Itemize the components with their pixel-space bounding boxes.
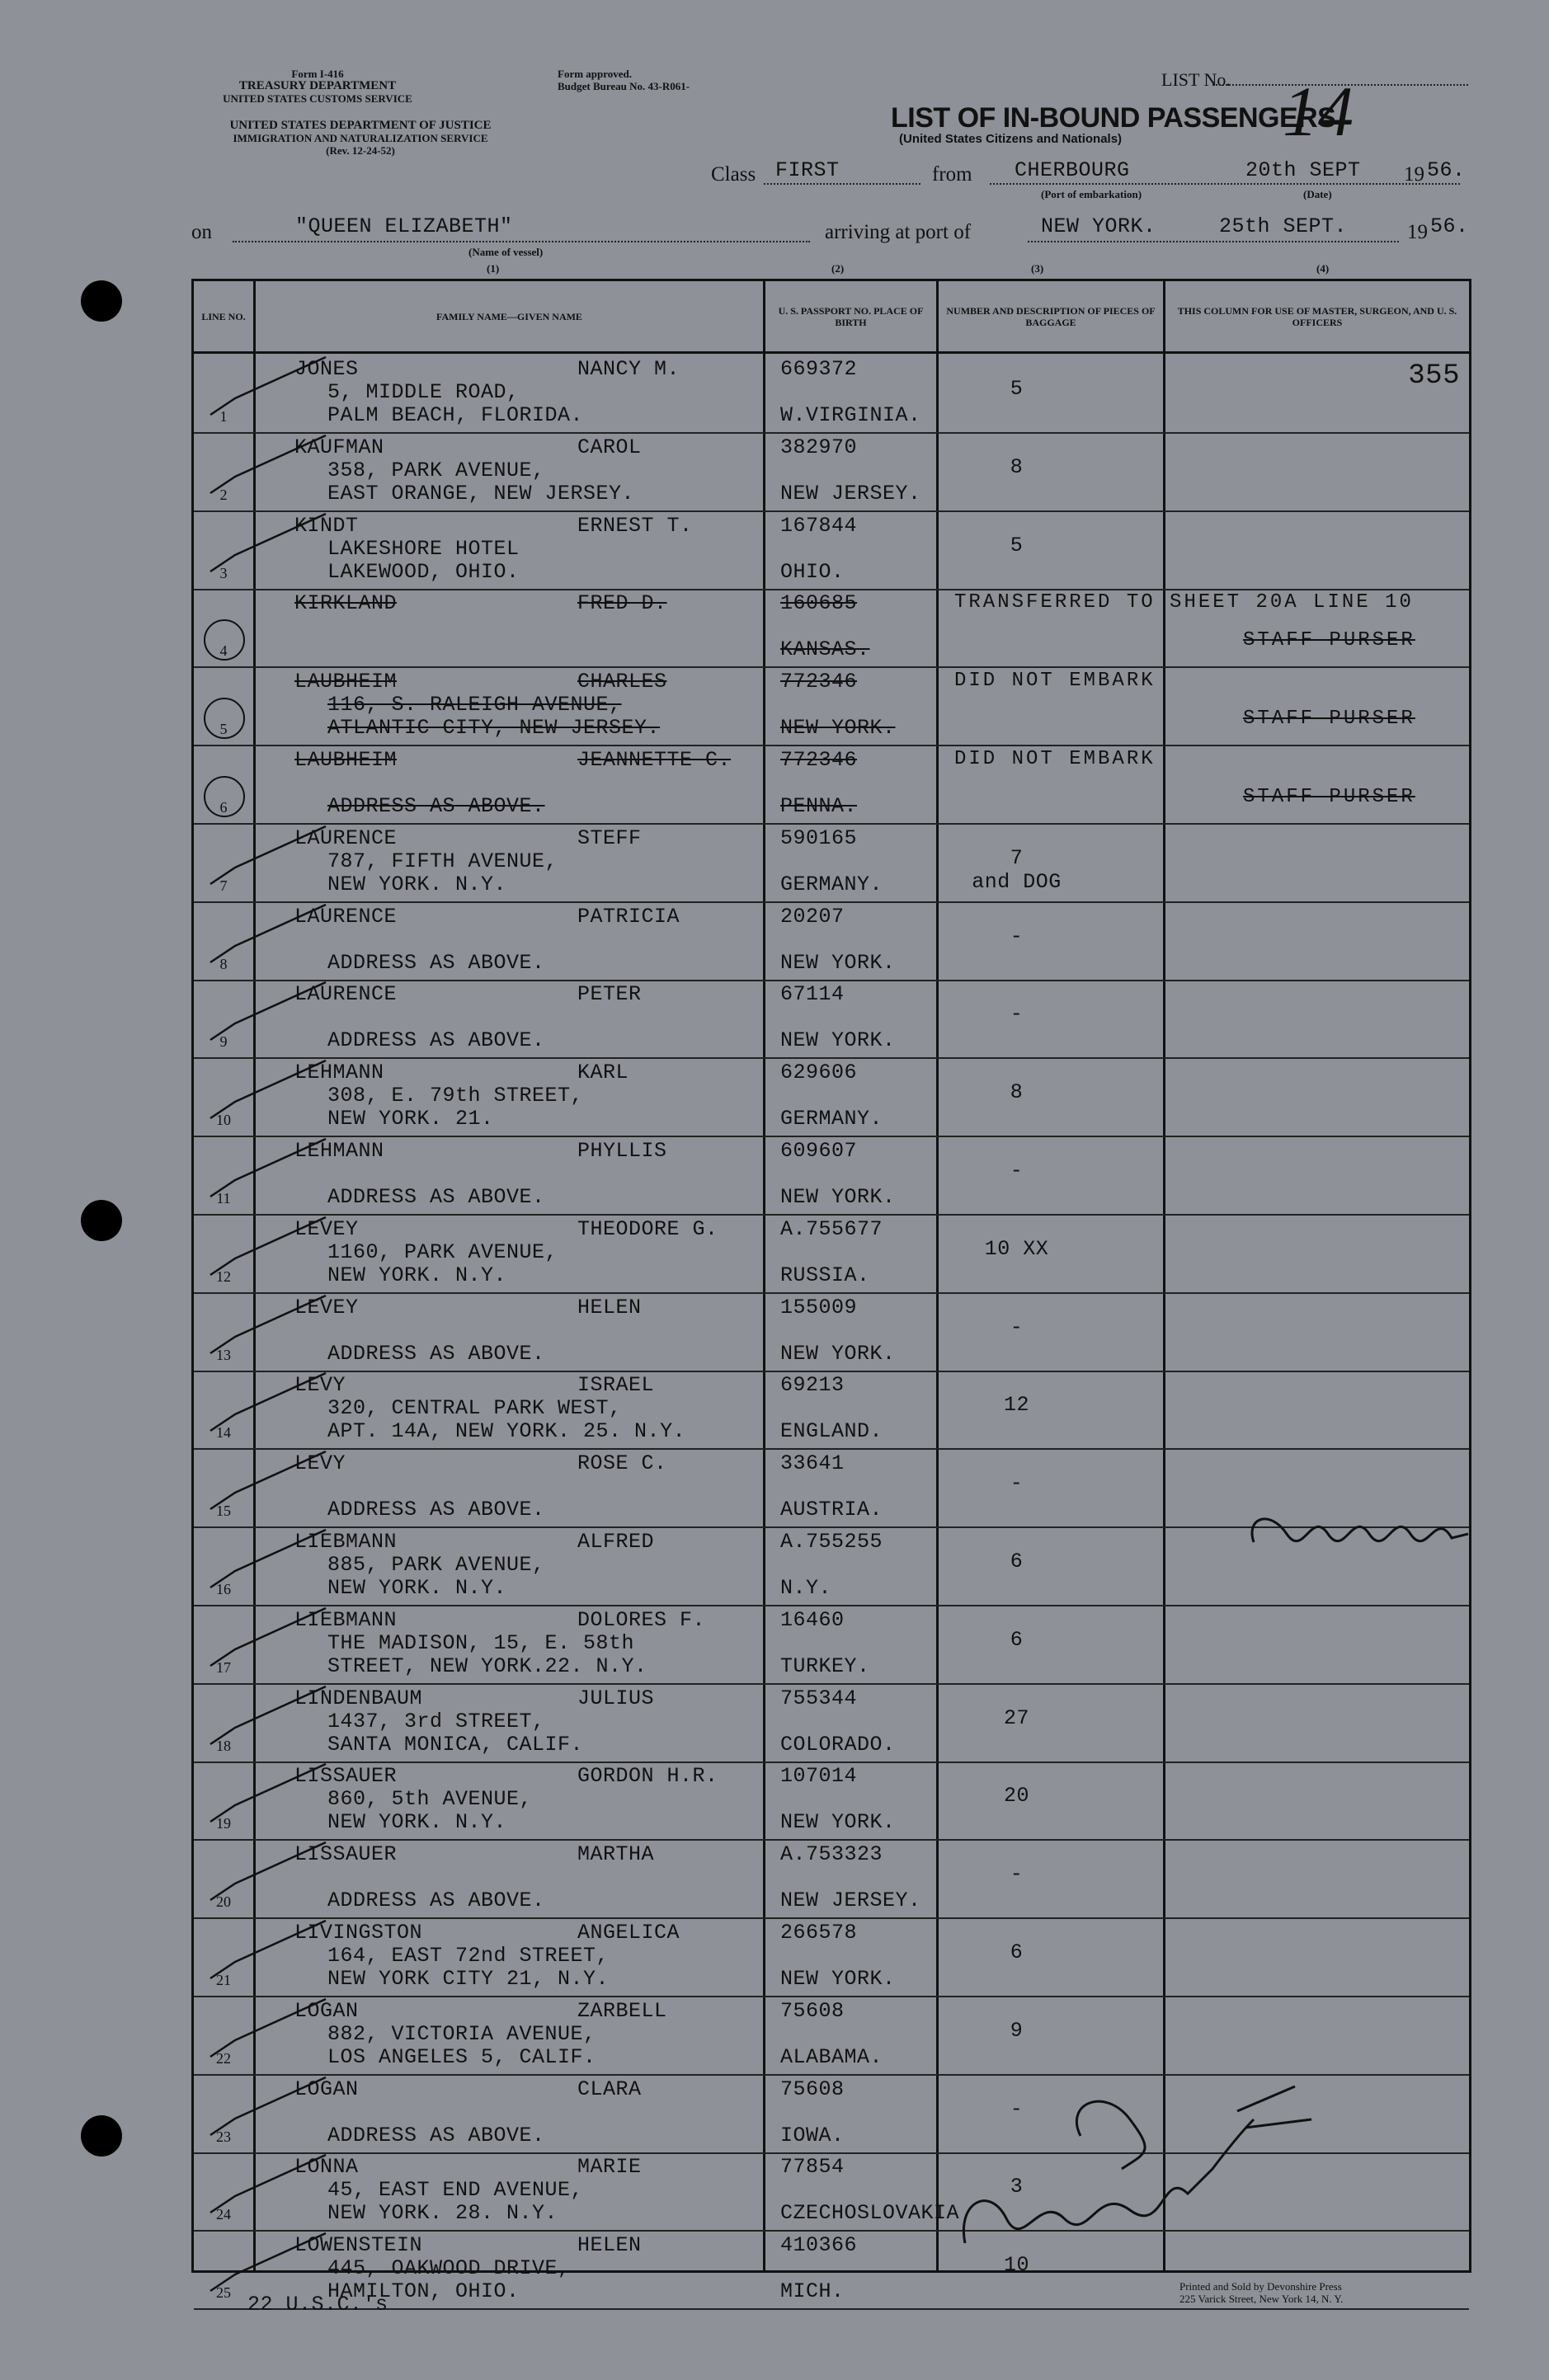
table-row [194,588,1469,668]
line-number: 16 [216,1581,231,1597]
address-line-1: 45, EAST END AVENUE, [327,2178,584,2203]
address-line-1: 5, MIDDLE ROAD, [327,380,520,404]
passport-number: 77854 [780,2155,845,2180]
address-line-2: EAST ORANGE, NEW JERSEY. [327,481,635,506]
given-name: PHYLLIS [577,1139,667,1163]
family-name: LISSAUER [294,1764,398,1789]
family-name: LISSAUER [294,1842,398,1867]
check-mark-icon [202,2147,334,2221]
printer-line-1: Printed and Sold by Devonshire Press [1179,2280,1342,2293]
given-name: DOLORES F. [577,1607,706,1632]
check-mark-icon [202,427,334,501]
check-mark-icon [202,2225,334,2299]
table-row [194,1136,1469,1216]
passport-number: 16460 [780,1607,845,1632]
class-value: FIRST [775,158,840,182]
line-number: 20 [216,1893,231,1911]
family-name: LEVEY [294,1295,359,1319]
table-row [194,354,1469,434]
place-of-birth: NEW YORK. [780,950,896,975]
given-name: CAROL [577,435,642,459]
check-mark-icon [202,1131,334,1205]
passport-number: 382970 [780,435,858,459]
printer-block [1179,2280,1343,2305]
handwritten-mark [1237,1501,1485,1567]
given-name: THEODORE G. [577,1216,718,1241]
check-mark-icon [202,506,334,580]
baggage-count: - [1010,1002,1024,1027]
place-of-birth: W.VIRGINIA. [780,403,921,427]
address-line-1: 1160, PARK AVENUE, [327,1239,558,1264]
address-line-1: 882, VICTORIA AVENUE, [327,2021,596,2046]
table-row [194,1057,1469,1137]
form-block [202,68,433,105]
line-number: 8 [219,955,228,972]
address-line-2: NEW YORK. 21. [327,1107,494,1131]
family-name: KIRKLAND [294,591,398,616]
customs-service: UNITED STATES CUSTOMS SERVICE [223,92,412,105]
header-name: FAMILY NAME—GIVEN NAME [436,310,582,322]
baggage-count: 10 [1003,2253,1029,2278]
place-of-birth: PENNA. [780,794,858,818]
given-name: CLARA [577,2077,642,2101]
embark-date: 20th SEPT [1245,158,1361,182]
passport-number: 669372 [780,357,858,381]
officer-note: 355 [1408,360,1460,392]
check-mark-icon [202,818,334,892]
check-mark-icon [202,1756,334,1830]
table-row [194,979,1469,1059]
header-line-no: LINE NO. [201,310,246,322]
given-name: ISRAEL [577,1373,655,1398]
family-name: KAUFMAN [294,435,384,459]
table-row [194,1292,1469,1372]
baggage-count: - [1010,1315,1024,1339]
port-caption: (Port of embarkation) [1041,188,1142,200]
passport-number: 20207 [780,904,845,929]
passport-number: A.755677 [780,1216,883,1241]
given-name: PATRICIA [577,904,680,929]
punch-hole [81,1200,122,1241]
passport-number: 167844 [780,513,858,538]
address-line-1: 885, PARK AVENUE, [327,1553,545,1577]
given-name: GORDON H.R. [577,1764,718,1789]
family-name: LOGAN [294,1998,359,2023]
given-name: CHARLES [577,670,667,694]
arrival-year: 56. [1430,214,1469,238]
baggage-count: 10 XX [984,1236,1049,1261]
line-number: 1 [219,408,228,425]
address-line-2: PALM BEACH, FLORIDA. [327,403,584,427]
family-name: KINDT [294,513,359,538]
transfer-remark: DID NOT EMBARK [954,748,1156,770]
baggage-count: 8 [1010,1080,1024,1105]
address-line-1: 358, PARK AVENUE, [327,458,545,482]
treasury-dept: TREASURY DEPARTMENT [238,79,397,92]
given-name: KARL [577,1061,629,1085]
passport-number: 107014 [780,1764,858,1789]
check-mark-icon [202,1287,334,1362]
table-row [194,1605,1469,1685]
header-passport: U. S. PASSPORT NO. PLACE OF BIRTH [778,304,924,328]
place-of-birth: RUSSIA. [780,1263,870,1287]
table-row [194,1761,1469,1841]
from-label: from [932,163,972,186]
given-name: STEFF [577,825,642,850]
address-line-2: ADDRESS AS ABOVE. [327,1028,545,1053]
baggage-count: 6 [1010,1627,1024,1652]
family-name: LEVY [294,1373,346,1398]
address-line-1: 445, OAKWOOD DRIVE, [327,2256,571,2281]
place-of-birth: NEW JERSEY. [780,481,921,506]
check-mark-icon [202,1443,334,1517]
line-number: 25 [216,2284,231,2302]
line-number: 22 [216,2049,231,2067]
arrival-port: NEW YORK. [1041,214,1156,238]
baggage-count: - [1010,1471,1024,1496]
table-row [194,1996,1469,2076]
place-of-birth: IOWA. [780,2123,845,2147]
family-name: LAURENCE [294,825,398,850]
address-line-1: 1437, 3rd STREET, [327,1709,545,1733]
vessel-name: "QUEEN ELIZABETH" [295,214,513,238]
place-of-birth: N.Y. [780,1576,832,1600]
table-row [194,510,1469,590]
baggage-count: 20 [1003,1784,1029,1809]
family-name: LEVEY [294,1216,359,1241]
family-name: LIVINGSTON [294,1921,423,1945]
address-line-1: 320, CENTRAL PARK WEST, [327,1396,622,1421]
line-circle-mark [204,698,245,739]
table-row [194,745,1469,825]
form-number: Form I-416 [291,68,344,80]
approval-block [558,68,690,92]
staff-purser-note: STAFF PURSER [1243,708,1415,731]
given-name: NANCY M. [577,357,680,381]
family-name: LEVY [294,1451,346,1476]
line-number: 5 [219,721,228,738]
check-mark-icon [202,1678,334,1752]
place-of-birth: NEW JERSEY. [780,1888,921,1913]
place-of-birth: TURKEY. [780,1653,870,1678]
line-number: 14 [216,1424,231,1442]
passport-number: 69213 [780,1373,845,1398]
budget-bureau: Budget Bureau No. 43-R061- [558,80,690,92]
line-number: 11 [216,1190,231,1206]
passport-number: 590165 [780,825,858,850]
transfer-remark: DID NOT EMBARK [954,670,1156,693]
passport-number: 75608 [780,2077,845,2101]
address-line-1: 164, EAST 72nd STREET, [327,1944,610,1968]
check-mark-icon [202,1209,334,1283]
line-circle-mark [204,776,245,817]
address-line-2: NEW YORK. 28. N.Y. [327,2201,558,2226]
place-of-birth: NEW YORK. [780,1810,896,1835]
line-number: 13 [216,1346,231,1363]
line-number: 6 [219,799,228,816]
table-row [194,1370,1469,1450]
address-line-2: ADDRESS AS ABOVE. [327,794,545,818]
line-number: 18 [216,1737,231,1754]
baggage-count: 12 [1003,1393,1029,1418]
baggage-count: 6 [1010,1940,1024,1964]
printer-line-2: 225 Varick Street, New York 14, N. Y. [1179,2293,1344,2305]
on-label: on [191,221,212,243]
punch-hole [81,2115,122,2157]
check-mark-icon [202,1834,334,1908]
transfer-remark: TRANSFERRED TO SHEET 20A LINE 10 [954,591,1414,614]
year-prefix: 19 [1404,163,1424,186]
family-name: LAURENCE [294,904,398,929]
given-name: ERNEST T. [577,513,693,538]
address-line-2: NEW YORK. N.Y. [327,872,507,896]
vessel-line [233,241,810,242]
document-title: LIST OF IN-BOUND PASSENGERS [891,102,1336,134]
passport-number: 609607 [780,1139,858,1163]
given-name: ALFRED [577,1530,655,1554]
line-number: 23 [216,2128,231,2145]
passport-number: A.753323 [780,1842,883,1867]
family-name: LAUBHEIM [294,748,398,772]
footer-note: 22 U.S.C.'s [247,2293,388,2317]
given-name: HELEN [577,2233,642,2258]
staff-purser-note: STAFF PURSER [1243,629,1415,652]
place-of-birth: COLORADO. [780,1732,896,1757]
address-line-2: NEW YORK. N.Y. [327,1810,507,1835]
passport-number: 160685 [780,591,858,616]
line-number: 24 [216,2206,231,2223]
class-line [764,183,920,185]
table-row [194,1683,1469,1763]
handwritten-signature [940,2070,1336,2268]
baggage-count: 3 [1010,2175,1024,2199]
passport-number: 410366 [780,2233,858,2258]
address-line-2: ADDRESS AS ABOVE. [327,1888,545,1913]
line-number: 3 [219,564,228,581]
check-mark-icon [202,1052,334,1127]
arrival-date: 25th SEPT. [1219,214,1348,238]
line-number: 12 [216,1268,231,1285]
check-mark-icon [202,1912,334,1987]
passport-number: 266578 [780,1921,858,1945]
address-line-1: LAKESHORE HOTEL [327,536,520,561]
given-name: ROSE C. [577,1451,667,1476]
place-of-birth: NEW YORK. [780,1967,896,1991]
check-mark-icon [202,349,334,423]
line-number: 7 [219,877,228,894]
baggage-count: 8 [1010,454,1024,479]
place-of-birth: CZECHOSLOVAKIA [780,2201,960,2226]
family-name: LAURENCE [294,982,398,1007]
address-line-2: ADDRESS AS ABOVE. [327,1341,545,1366]
family-name: LEHMANN [294,1061,384,1085]
address-line-2: APT. 14A, NEW YORK. 25. N.Y. [327,1419,686,1444]
place-of-birth: AUSTRIA. [780,1498,883,1522]
address-line-1: 116, S. RALEIGH AVENUE, [327,693,622,717]
given-name: ZARBELL [577,1998,667,2023]
check-mark-icon [202,1365,334,1439]
given-name: MARTHA [577,1842,655,1867]
family-name: LIEBMANN [294,1530,398,1554]
line-number: 9 [219,1033,228,1051]
address-line-2: ADDRESS AS ABOVE. [327,1185,545,1209]
place-of-birth: GERMANY. [780,1107,883,1131]
col-num-4: (4) [1316,262,1330,275]
passport-number: 772346 [780,670,858,694]
family-name: LOWENSTEIN [294,2233,423,2258]
address-line-1: 308, E. 79th STREET, [327,1084,584,1108]
line-number: 19 [216,1815,231,1832]
baggage-count: - [1010,1159,1024,1183]
form-approved: Form approved. [558,68,633,80]
passport-number: 155009 [780,1295,858,1319]
given-name: ANGELICA [577,1921,680,1945]
place-of-birth: NEW YORK. [780,1028,896,1053]
family-name: JONES [294,357,359,381]
place-of-birth: ENGLAND. [780,1419,883,1444]
given-name: HELEN [577,1295,642,1319]
line-number: 15 [216,1503,231,1520]
passport-number: A.755255 [780,1530,883,1554]
baggage-count: 5 [1010,377,1024,401]
address-line-2: HAMILTON, OHIO. [327,2279,520,2304]
line-number: 17 [216,1658,231,1676]
address-line-2: ADDRESS AS ABOVE. [327,1498,545,1522]
address-line-2: STREET, NEW YORK.22. N.Y. [327,1653,647,1678]
family-name: LAUBHEIM [294,670,398,694]
baggage-count: 5 [1010,533,1024,557]
address-line-2: ATLANTIC CITY, NEW JERSEY. [327,716,661,741]
staff-purser-note: STAFF PURSER [1243,786,1415,808]
address-line-1: 860, 5th AVENUE, [327,1787,533,1812]
table-row [194,823,1469,903]
place-of-birth: NEW YORK. [780,716,896,741]
baggage-count: 7 and DOG [972,845,1062,894]
table-row [194,901,1469,981]
justice-block [191,120,530,157]
vessel-caption: (Name of vessel) [468,246,544,258]
baggage-count: 27 [1003,1705,1029,1730]
passport-number: 33641 [780,1451,845,1476]
col-num-3: (3) [1031,262,1044,275]
table-row [194,1917,1469,1997]
from-line [990,183,1460,185]
given-name: MARIE [577,2155,642,2180]
address-line-2: NEW YORK. N.Y. [327,1263,507,1287]
place-of-birth: GERMANY. [780,872,883,896]
check-mark-icon [202,1991,334,2065]
given-name: JEANNETTE C. [577,748,732,772]
baggage-count: - [1010,2096,1024,2121]
ins-service: IMMIGRATION AND NATURALIZATION SERVICE [233,132,488,144]
arrival-line [1028,241,1399,242]
address-line-2: NEW YORK CITY 21, N.Y. [327,1967,610,1991]
check-mark-icon [202,974,334,1048]
family-name: LOGAN [294,2077,359,2101]
line-number: 4 [219,642,228,660]
revision: (Rev. 12-24-52) [326,144,395,157]
justice-dept: UNITED STATES DEPARTMENT OF JUSTICE [229,119,492,132]
address-line-2: ADDRESS AS ABOVE. [327,950,545,975]
place-of-birth: MICH. [780,2279,845,2304]
address-line-2: LAKEWOOD, OHIO. [327,559,520,584]
family-name: LEHMANN [294,1139,384,1163]
baggage-count: - [1010,924,1024,948]
family-name: LONNA [294,2155,359,2180]
address-line-2: SANTA MONICA, CALIF. [327,1732,584,1757]
check-mark-icon [202,2069,334,2143]
check-mark-icon [202,1600,334,1674]
punch-hole [81,280,122,322]
table-row [194,1214,1469,1294]
passport-number: 67114 [780,982,845,1007]
passport-number: 755344 [780,1686,858,1710]
address-line-1: 787, FIFTH AVENUE, [327,849,558,873]
address-line-2: NEW YORK. N.Y. [327,1576,507,1600]
col-num-2: (2) [831,262,845,275]
given-name: FRED D. [577,591,667,616]
document-subtitle: (United States Citizens and Nationals) [899,132,1123,146]
address-line-2: ADDRESS AS ABOVE. [327,2123,545,2147]
given-name: PETER [577,982,642,1007]
passport-number: 629606 [780,1061,858,1085]
baggage-count: 6 [1010,1550,1024,1573]
passport-number: 75608 [780,1998,845,2023]
list-label: LIST No. [1161,69,1231,90]
embarkation-port: CHERBOURG [1015,158,1130,182]
table-header [194,281,1469,354]
family-name: LIEBMANN [294,1607,398,1632]
table-row [194,432,1469,512]
table-row [194,666,1469,746]
list-number-handwritten: 14 [1283,72,1354,151]
baggage-count: - [1010,1862,1024,1887]
line-number: 21 [216,1972,231,1988]
header-officers: THIS COLUMN FOR USE OF MASTER, SURGEON, AND U. S. OFFICERS [1177,304,1457,328]
place-of-birth: ALABAMA. [780,2044,883,2069]
check-mark-icon [202,1522,334,1596]
arrival-year-prefix: 19 [1407,221,1428,243]
line-number: 2 [219,486,228,503]
place-of-birth: OHIO. [780,559,845,584]
family-name: LINDENBAUM [294,1686,423,1710]
place-of-birth: KANSAS. [780,637,870,662]
address-line-1: THE MADISON, 15, E. 58th [327,1630,635,1655]
place-of-birth: NEW YORK. [780,1341,896,1366]
passport-number: 772346 [780,748,858,772]
address-line-2: LOS ANGELES 5, CALIF. [327,2044,596,2069]
date-caption: (Date) [1303,188,1332,200]
col-num-1: (1) [487,262,500,275]
place-of-birth: NEW YORK. [780,1185,896,1209]
given-name: JULIUS [577,1686,655,1710]
class-label: Class [711,163,756,186]
baggage-count: 9 [1010,2018,1024,2043]
check-mark-icon [202,896,334,971]
header-baggage: NUMBER AND DESCRIPTION OF PIECES OF BAGGAGE [946,304,1156,328]
line-number: 10 [216,1112,231,1129]
embark-year: 56. [1427,158,1466,182]
table-row [194,1839,1469,1919]
arriving-label: arriving at port of [825,221,972,243]
